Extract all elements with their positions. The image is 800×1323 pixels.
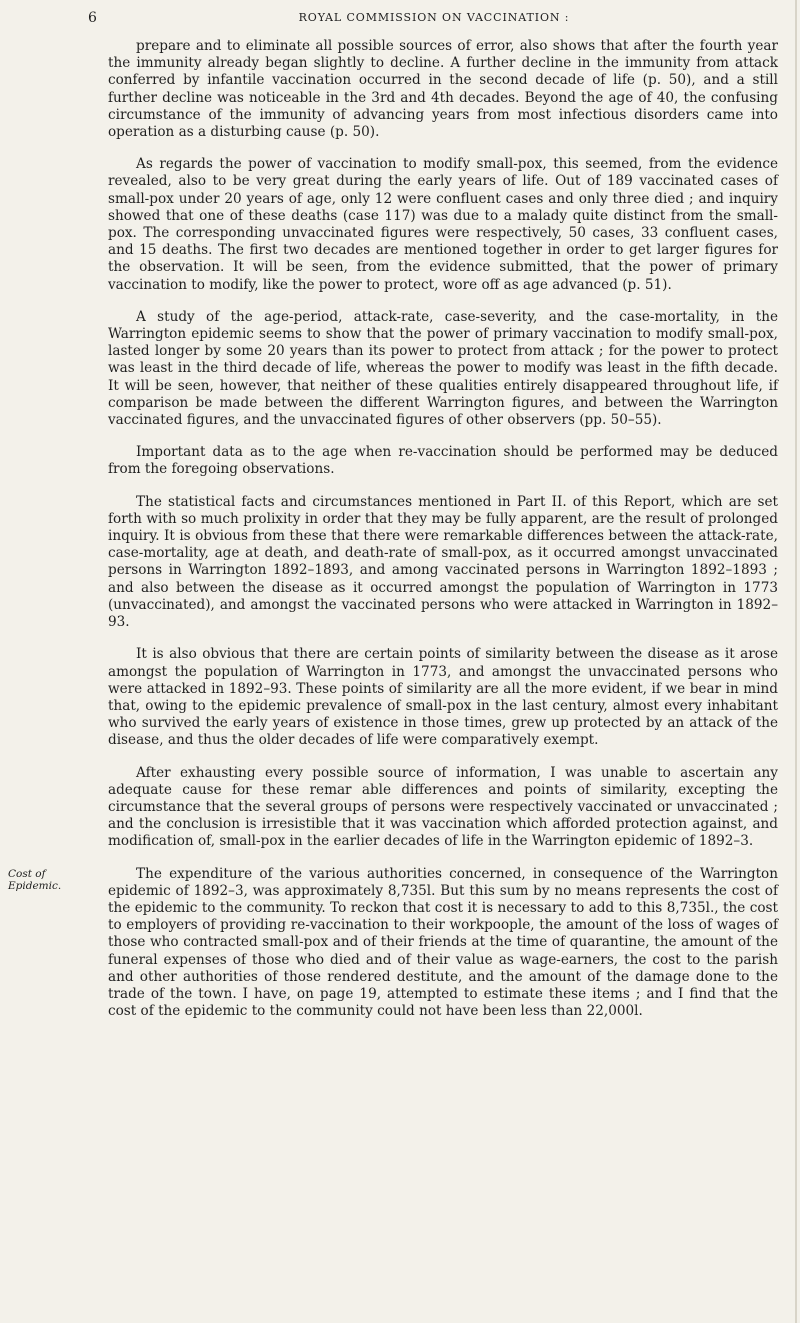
paragraph-7: After exhausting every possible source of information, I was unable to ascertain any adequate cause for these remar able differences and points of similarity, excepting the circumstance that the several groups of persons were respectively vaccinated or unvaccinated ; and the conclusion is irresistible that it was vaccination which afforded protection against, and modification of, small-pox in the earlier decades of life in the Warrington epidemic of 1892–3.: [108, 764, 778, 850]
margin-note-cost-of-epidemic: Cost of Epidemic.: [8, 867, 62, 892]
page-edge-line: [795, 0, 797, 1323]
paragraph-3: A study of the age-period, attack-rate, case-severity, and the case-mortality, in the Warrington epidemic seems to show that the power of primary vaccination to modify small-pox, lasted longer by some 20 years than its power to protect from attack ; for the power to protect was least in the third decade of life, whereas the power to modify was least in the fifth decade. It will be seen, however, that neither of these qualities entirely disappeared throughout life, if comparison be made between the different Warrington figures, and between the Warrington vaccinated figures, and the unvaccinated figures of other observers (pp. 50–55).: [108, 308, 778, 429]
paragraph-1: prepare and to eliminate all possible sources of error, also shows that after the fourth year the immunity already began slightly to decline. A further decline in the immunity from attack conferred by infantile vaccination occurred in the second decade of life (p. 50), and a still further decline was noticeable in the 3rd and 4th decades. Beyond the age of 40, the confusing circumstance of the immunity of advancing years from most infectious disorders came into operation as a disturbing cause (p. 50).: [108, 38, 778, 141]
page-header: [88, 10, 780, 30]
paragraph-6: It is also obvious that there are certain points of similarity between the disease as it arose amongst the population of Warrington in 1773, and amongst the unvaccinated persons who were attacked in 1892–93. These points of similarity are all the more evident, if we bear in mind that, owing to the epidemic prevalence of small-pox in the last century, almost every inhabitant who survived the early years of existence in those times, grew up protected by an attack of the disease, and thus the older decades of life were comparatively exempt.: [108, 646, 778, 749]
page-number: 6: [88, 10, 97, 26]
paragraph-5: The statistical facts and circumstances mentioned in Part II. of this Report, which are set forth with so much prolixity in order that they may be fully apparent, are the result of prolonged inquiry. It is obvious from these that there were remarkable differences between the attack-rate, case-mortality, age at death, and death-rate of small-pox, as it occurred amongst unvaccinated persons in Warrington 1892–1893, and among vaccinated persons in Warrington 1892–1893 ; and also between the disease as it occurred amongst the population of Warrington in 1773 (unvaccinated), and amongst the vaccinated persons who were attacked in Warrington in 1892–93.: [108, 493, 778, 631]
paragraph-4: Important data as to the age when re-vaccination should be performed may be deduced from the foregoing observations.: [108, 444, 778, 478]
paragraph-2: As regards the power of vaccination to modify small-pox, this seemed, from the evidence revealed, also to be very great during the early years of life. Out of 189 vaccinated cases of small-pox under 20 years of age, only 12 were confluent cases and only three died ; and inquiry showed that one of these deaths (case 117) was due to a malady quite distinct from the small-pox. The corresponding unvaccinated figures were respectively, 50 cases, 33 confluent cases, and 15 deaths. The first two decades are mentioned together in order to get larger figures for the observation. It will be seen, from the evidence submitted, that the power of primary vaccination to modify, like the power to protect, wore off as age advanced (p. 51).: [108, 156, 778, 293]
paragraph-8: The expenditure of the various authorities concerned, in consequence of the Warrington epidemic of 1892–3, was approximately 8,735l. But this sum by no means represents the cost of the epidemic to the community. To reckon that cost it is necessary to add to this 8,735l., the cost to employers of providing re-vaccination to their workpoople, the amount of the loss of wages of those who contracted small-pox and of their friends at the time of quarantine, the amount of the funeral expenses of those who died and of their value as wage-earners, the cost to the parish and other authorities of those rendered destitute, and the amount of the damage done to the trade of the town. I have, on page 19, attempted to estimate these items ; and I find that the cost of the epidemic to the community could not have been less than 22,000l.: [108, 865, 778, 1020]
running-title: ROYAL COMMISSION ON VACCINATION :: [298, 11, 570, 24]
body-text: [108, 38, 778, 1035]
